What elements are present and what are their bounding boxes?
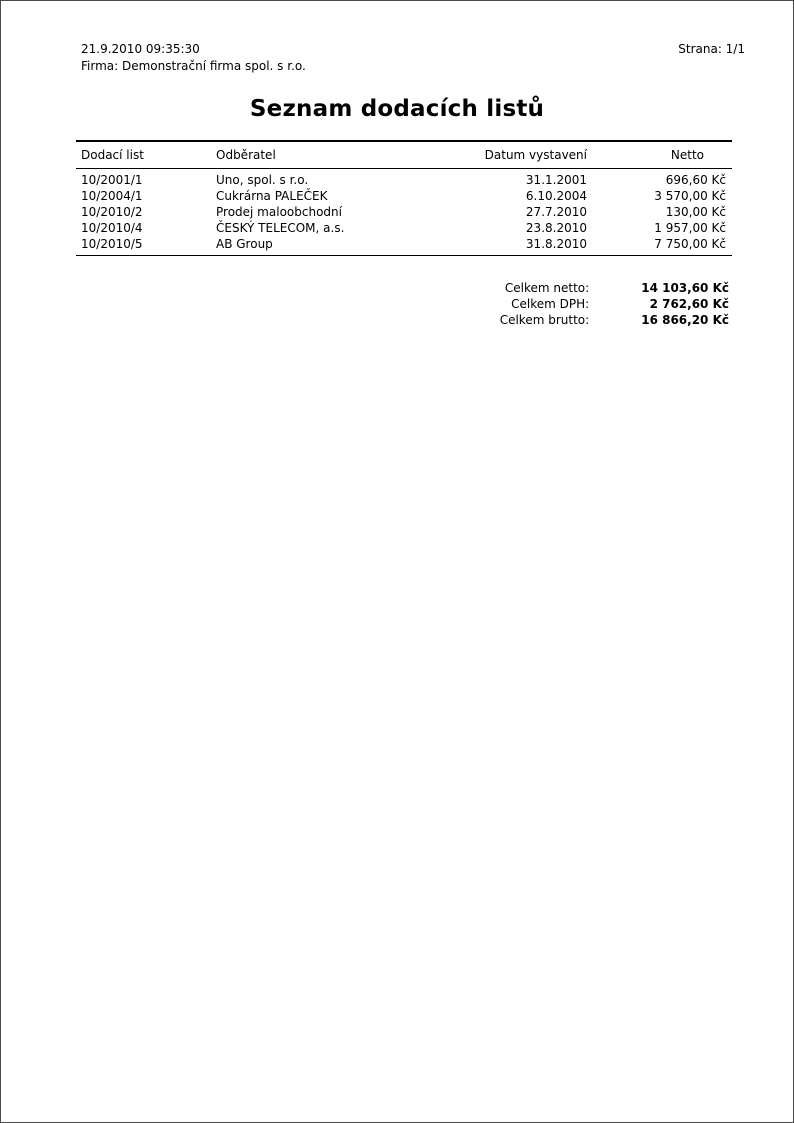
total-brutto-row <box>76 312 732 328</box>
page-number: Strana: 1/1 <box>678 42 745 56</box>
table-row <box>76 220 732 236</box>
cell-date: 23.8.2010 <box>525 221 587 235</box>
cell-customer: Cukrárna PALEČEK <box>216 189 328 203</box>
cell-doc: 10/2001/1 <box>81 173 143 187</box>
cell-customer: Prodej maloobchodní <box>216 205 342 219</box>
cell-date: 31.8.2010 <box>525 237 587 251</box>
total-dph-row <box>76 296 732 312</box>
cell-doc: 10/2010/2 <box>81 205 143 219</box>
total-dph-label: Celkem DPH: <box>511 297 590 311</box>
total-netto-value: 14 103,60 Kč <box>641 281 729 295</box>
table-header <box>76 141 732 169</box>
cell-netto: 3 570,00 Kč <box>654 189 726 203</box>
table-row <box>76 188 732 204</box>
company-line: Firma: Demonstrační firma spol. s r.o. <box>81 59 306 73</box>
total-brutto-label: Celkem brutto: <box>499 313 590 327</box>
total-netto-label: Celkem netto: <box>504 281 590 295</box>
cell-netto: 696,60 Kč <box>665 173 726 187</box>
report-title: Seznam dodacích listů <box>249 96 545 122</box>
cell-doc: 10/2004/1 <box>81 189 143 203</box>
report-meta-row <box>1 1 793 57</box>
cell-customer: AB Group <box>216 237 273 251</box>
totals-block <box>76 280 732 328</box>
column-header-netto: Netto <box>591 141 732 169</box>
cell-doc: 10/2010/4 <box>81 221 143 235</box>
column-header-datum-vystaveni: Datum vystavení <box>411 141 591 169</box>
cell-netto: 7 750,00 Kč <box>654 237 726 251</box>
table-row <box>76 236 732 256</box>
table-row <box>76 169 732 189</box>
cell-netto: 130,00 Kč <box>665 205 726 219</box>
total-netto-row <box>76 280 732 296</box>
total-dph-value: 2 762,60 Kč <box>649 297 729 311</box>
total-brutto-value: 16 866,20 Kč <box>641 313 729 327</box>
table-row <box>76 204 732 220</box>
delivery-notes-table <box>76 140 732 256</box>
cell-date: 31.1.2001 <box>525 173 587 187</box>
cell-date: 6.10.2004 <box>525 189 587 203</box>
cell-customer: Uno, spol. s r.o. <box>216 173 309 187</box>
cell-netto: 1 957,00 Kč <box>654 221 726 235</box>
cell-date: 27.7.2010 <box>525 205 587 219</box>
cell-customer: ČESKÝ TELECOM, a.s. <box>216 221 345 235</box>
print-timestamp: 21.9.2010 09:35:30 <box>81 42 200 56</box>
column-header-dodaci-list: Dodací list <box>76 141 211 169</box>
column-header-odberatel: Odběratel <box>211 141 411 169</box>
cell-doc: 10/2010/5 <box>81 237 143 251</box>
